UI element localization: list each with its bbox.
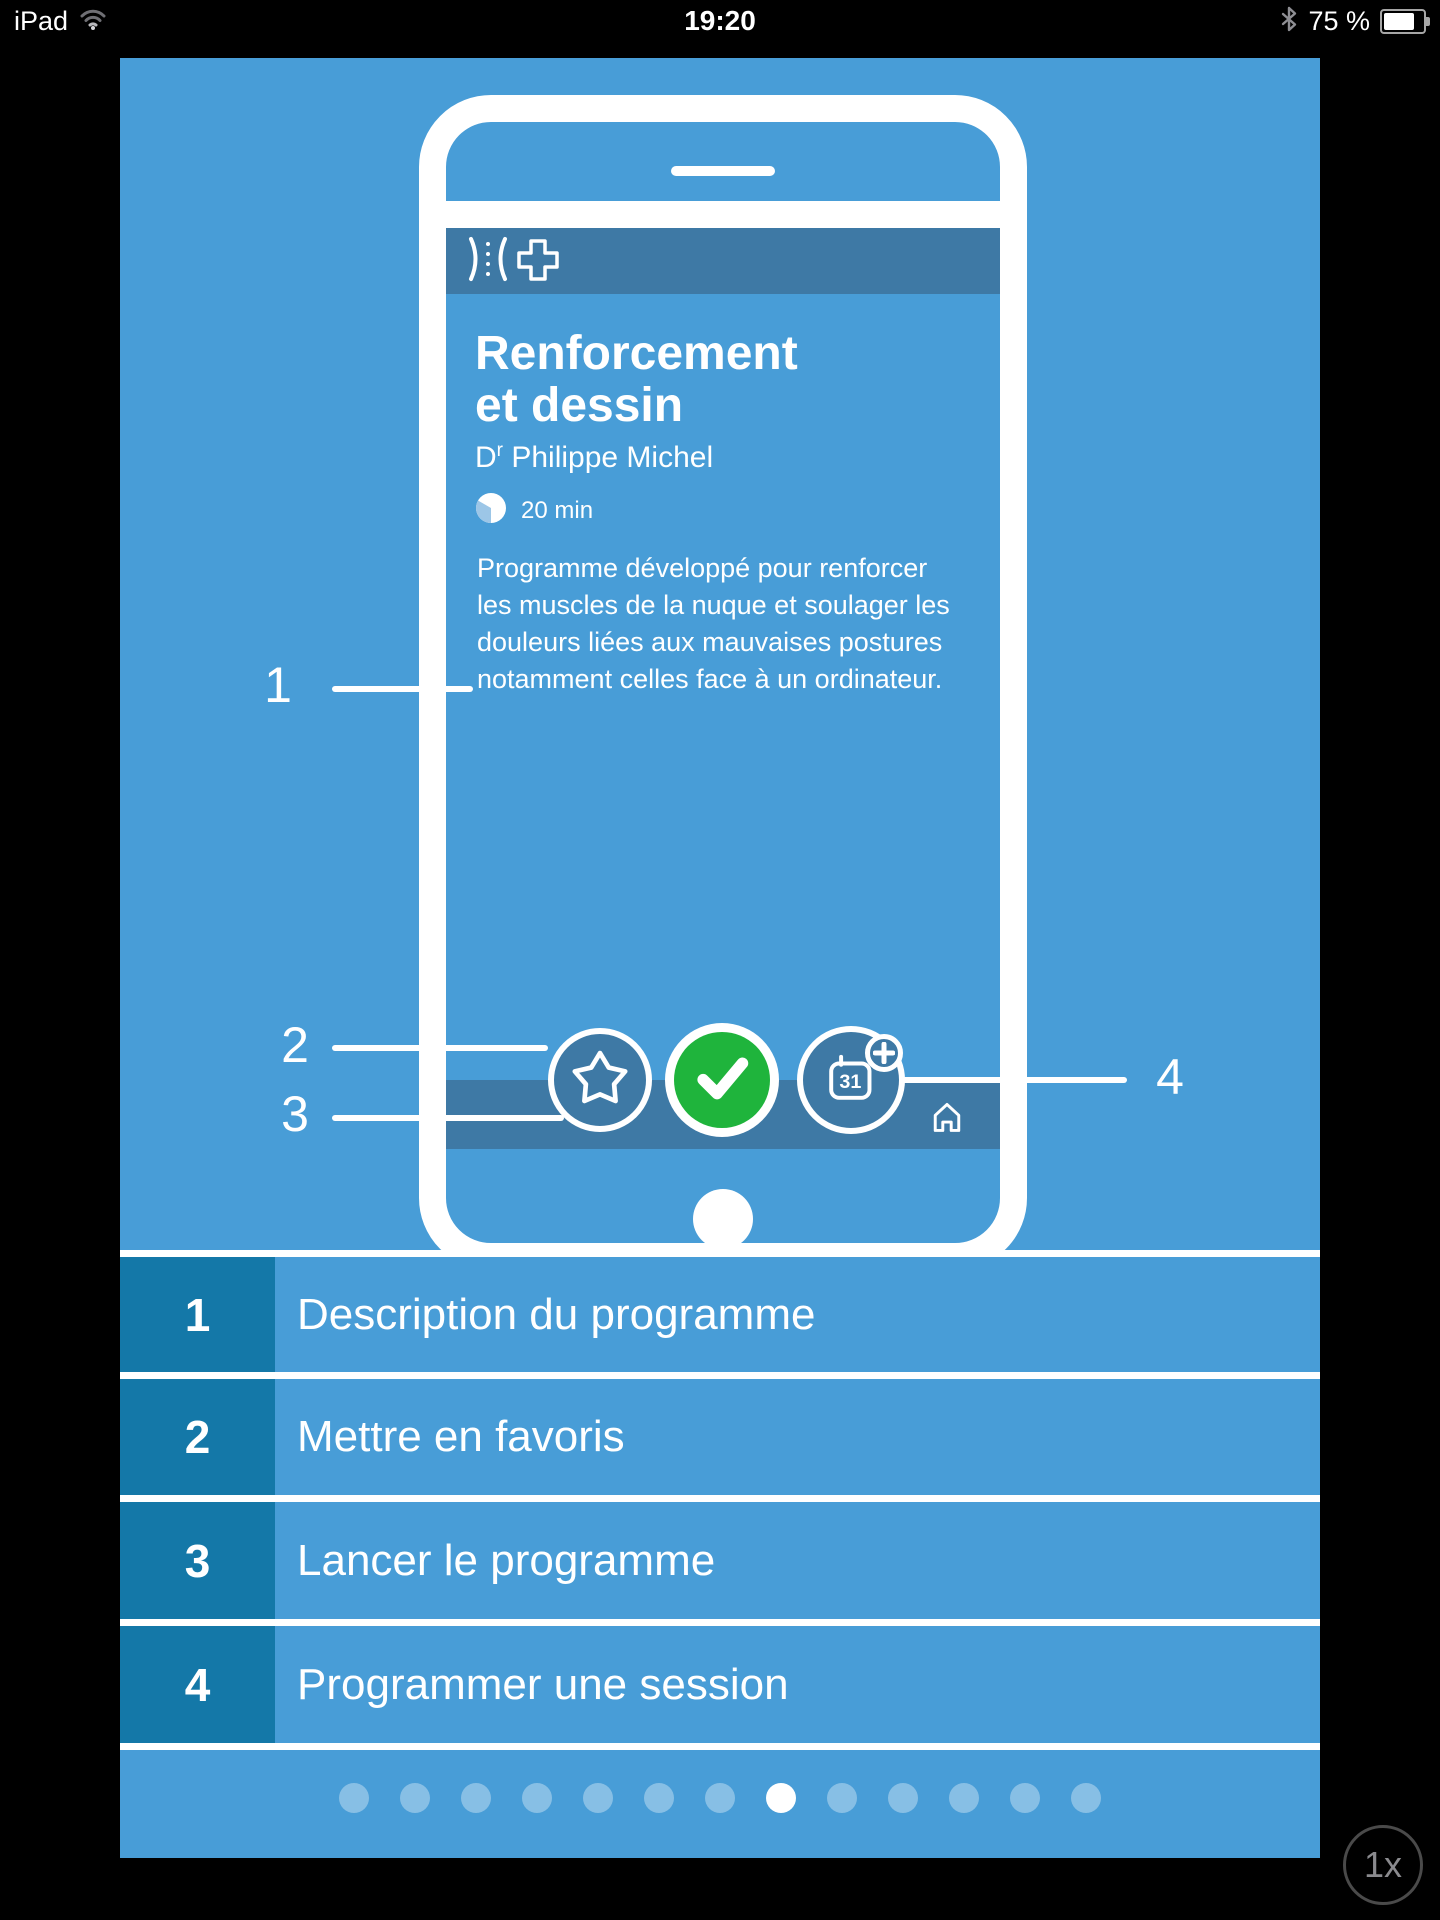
legend-row-1 <box>120 1257 1320 1372</box>
program-description: Programme développé pour renforcer les muscles de la nuque et soulager les douleurs liées aux mauvaises postures notamment celles face à un ordinateur. <box>477 553 950 694</box>
phone-home-button <box>693 1189 753 1249</box>
wifi-icon <box>80 8 106 35</box>
legend-number: 4 <box>120 1626 275 1743</box>
pagination-dot-active[interactable] <box>766 1783 796 1813</box>
phone-speaker <box>671 166 775 176</box>
duration-label: 20 min <box>521 496 594 524</box>
battery-icon <box>1380 9 1426 34</box>
legend-label: Description du programme <box>297 1289 816 1339</box>
status-bar <box>0 0 1440 42</box>
home-icon <box>926 1096 968 1138</box>
separator <box>120 1250 1320 1257</box>
calendar-plus-badge <box>865 1034 903 1072</box>
callout-number-2: 2 <box>281 1017 309 1073</box>
pagination-dot[interactable] <box>1071 1783 1101 1813</box>
pagination-dots <box>120 1783 1320 1813</box>
svg-text:31: 31 <box>839 1070 862 1093</box>
separator <box>120 1495 1320 1502</box>
separator <box>120 1743 1320 1750</box>
separator <box>120 1619 1320 1626</box>
pagination-dot[interactable] <box>827 1783 857 1813</box>
bluetooth-icon <box>1280 6 1298 37</box>
start-program-button <box>665 1023 779 1137</box>
callout-line-1 <box>332 686 473 692</box>
separator <box>120 1372 1320 1379</box>
plus-icon <box>873 1042 895 1064</box>
callout-number-1: 1 <box>264 657 292 713</box>
legend-row-4 <box>120 1626 1320 1743</box>
legend-number: 1 <box>120 1257 275 1372</box>
pagination-dot[interactable] <box>705 1783 735 1813</box>
legend-label: Programmer une session <box>297 1659 789 1709</box>
legend-section <box>120 1250 1320 1858</box>
device-label: iPad <box>14 5 69 36</box>
legend-row-3 <box>120 1502 1320 1619</box>
pagination-dot[interactable] <box>888 1783 918 1813</box>
bezel-divider <box>446 201 1000 228</box>
favorite-star-button <box>548 1028 652 1132</box>
program-title: Renforcement et dessin <box>475 327 798 432</box>
legend-number: 2 <box>120 1379 275 1495</box>
legend-row-2 <box>120 1379 1320 1495</box>
star-icon <box>561 1039 639 1122</box>
pagination-dot[interactable] <box>400 1783 430 1813</box>
pagination-dot[interactable] <box>644 1783 674 1813</box>
status-time: 19:20 <box>684 5 756 36</box>
pagination-dot[interactable] <box>949 1783 979 1813</box>
legend-number: 3 <box>120 1502 275 1619</box>
callout-line-2 <box>332 1045 548 1051</box>
check-circle <box>674 1032 770 1128</box>
zoom-scale-badge[interactable]: 1x <box>1343 1825 1423 1905</box>
duration-row <box>475 492 593 529</box>
callout-line-4 <box>880 1077 1127 1083</box>
pagination-dot[interactable] <box>339 1783 369 1813</box>
pagination-dot[interactable] <box>522 1783 552 1813</box>
callout-number-4: 4 <box>1156 1049 1184 1105</box>
pagination-dot[interactable] <box>583 1783 613 1813</box>
clock-pie-icon <box>475 492 507 529</box>
callout-number-3: 3 <box>281 1086 309 1142</box>
legend-label: Lancer le programme <box>297 1535 716 1585</box>
program-author: $D^r$ Philippe Michel <box>475 440 714 474</box>
battery-percent: 75 % <box>1308 5 1370 36</box>
pagination-dot[interactable] <box>461 1783 491 1813</box>
callout-line-3 <box>332 1115 564 1121</box>
tutorial-panel <box>120 58 1320 1858</box>
app-header-bar <box>446 228 1000 294</box>
legend-label: Mettre en favoris <box>297 1412 625 1461</box>
pagination-dot[interactable] <box>1010 1783 1040 1813</box>
app-logo-icon <box>467 236 583 287</box>
check-icon <box>681 1037 763 1124</box>
